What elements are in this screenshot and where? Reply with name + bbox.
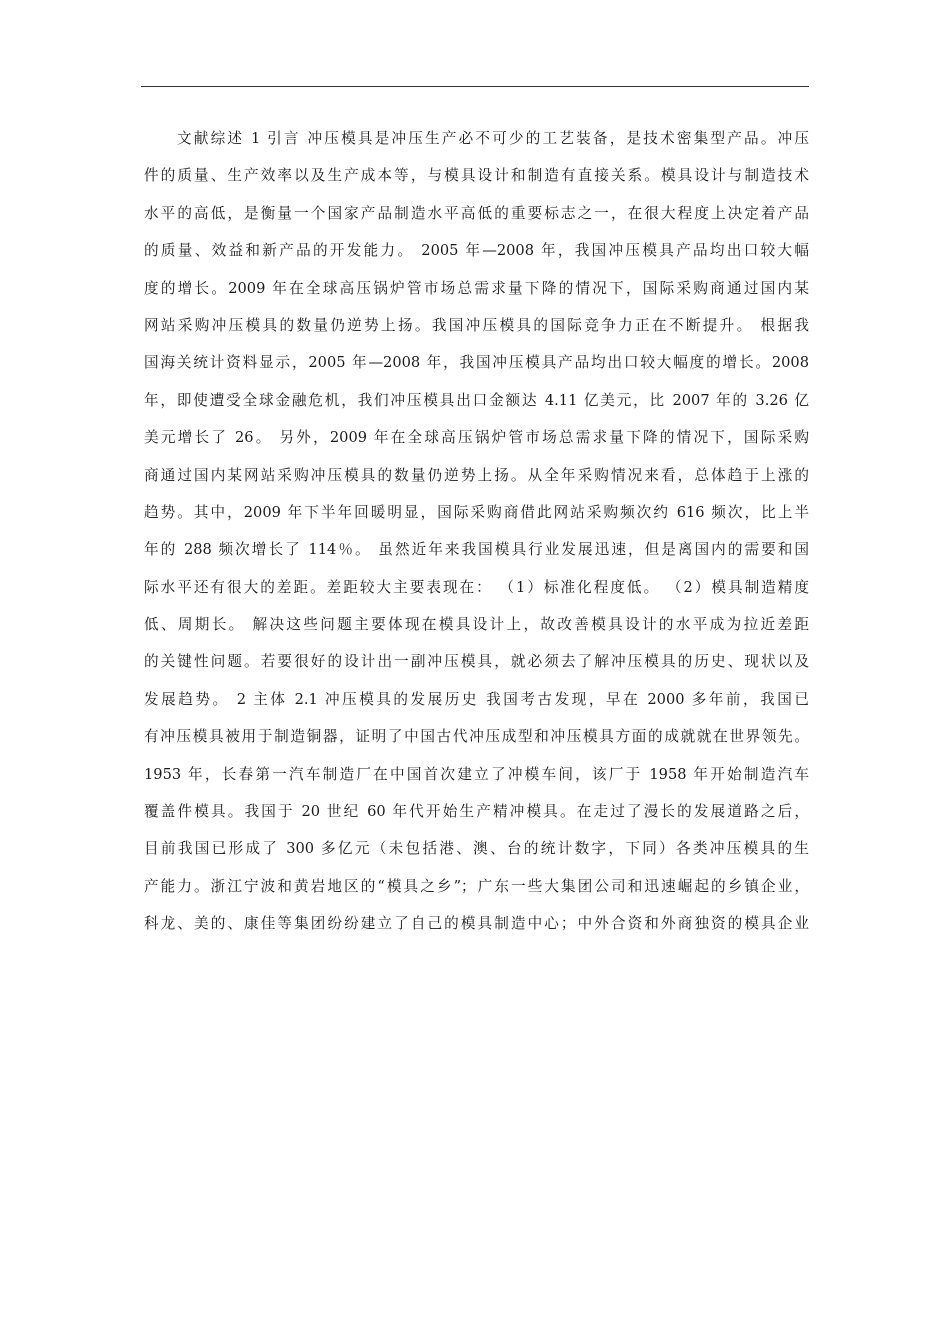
text-line: 产能力。浙江宁波和黄岩地区的“模具之乡”；广东一些大集团公司和迅速崛起的乡镇企业， (144, 877, 809, 895)
text-line: 的关键性问题。若要很好的设计出一副冲压模具，就必须去了解冲压模具的历史、现状以及 (144, 653, 809, 671)
text-line: 文献综述 1 引言 冲压模具是冲压生产必不可少的工艺装备，是技术密集型产品。冲压 (177, 130, 809, 147)
text-line: 科龙、美的、康佳等集团纷纷建立了自己的模具制造中心；中外合资和外商独资的模具企业 (144, 915, 809, 933)
text-line: 国海关统计资料显示，2005 年—2008 年，我国冲压模具产品均出口较大幅度的增长。2008 (144, 354, 809, 372)
text-line: 低、周期长。 解决这些问题主要体现在模具设计上，故改善模具设计的水平成为拉近差距 (144, 616, 809, 634)
text-line: 年的 288 频次增长了 114％。 虽然近年来我国模具行业发展迅速，但是离国内的需要和国 (144, 541, 809, 559)
text-line: 商通过国内某网站采购冲压模具的数量仍逆势上扬。从全年采购情况来看，总体趋于上涨的 (144, 466, 809, 484)
text-line: 件的质量、生产效率以及生产成本等，与模具设计和制造有直接关系。模具设计与制造技术 (144, 167, 809, 185)
text-line: 趋势。其中，2009 年下半年回暖明显，国际采购商借此网站采购频次约 616 频次，比上半 (144, 503, 809, 521)
text-line: 年，即使遭受全球金融危机，我们冲压模具出口金额达 4.11 亿美元，比 2007 年的 3.26 亿 (144, 391, 809, 409)
text-line: 际水平还有很大的差距。差距较大主要表现在： （1）标准化程度低。 （2）模具制造精度 (144, 578, 809, 596)
text-line: 发展趋势。 2 主体 2.1 冲压模具的发展历史 我国考古发现，早在 2000 多年前，我国已 (144, 690, 809, 708)
text-line: 覆盖件模具。我国于 20 世纪 60 年代开始生产精冲模具。在走过了漫长的发展道路之后， (144, 803, 809, 821)
text-line: 的质量、效益和新产品的开发能力。 2005 年—2008 年，我国冲压模具产品均出口较大幅 (144, 242, 809, 260)
text-line: 目前我国已形成了 300 多亿元（未包括港、澳、台的统计数字，下同）各类冲压模具的生 (144, 840, 809, 858)
text-line: 水平的高低，是衡量一个国家产品制造水平高低的重要标志之一，在很大程度上决定着产品 (144, 204, 809, 222)
text-line: 度的增长。2009 年在全球高压锅炉管市场总需求量下降的情况下，国际采购商通过国内某 (144, 279, 809, 297)
text-line: 有冲压模具被用于制造铜器，证明了中国古代冲压成型和冲压模具方面的成就就在世界领先。 (144, 728, 809, 746)
text-line: 1953 年，长春第一汽车制造厂在中国首次建立了冲模车间，该厂于 1958 年开始制造汽车 (144, 765, 809, 783)
header-rule (141, 86, 809, 87)
text-line: 美元增长了 26。 另外，2009 年在全球高压锅炉管市场总需求量下降的情况下，国际采购 (144, 429, 809, 447)
text-line: 网站采购冲压模具的数量仍逆势上扬。我国冲压模具的国际竞争力正在不断提升。 根据我 (144, 316, 809, 334)
body-text (144, 120, 809, 1330)
